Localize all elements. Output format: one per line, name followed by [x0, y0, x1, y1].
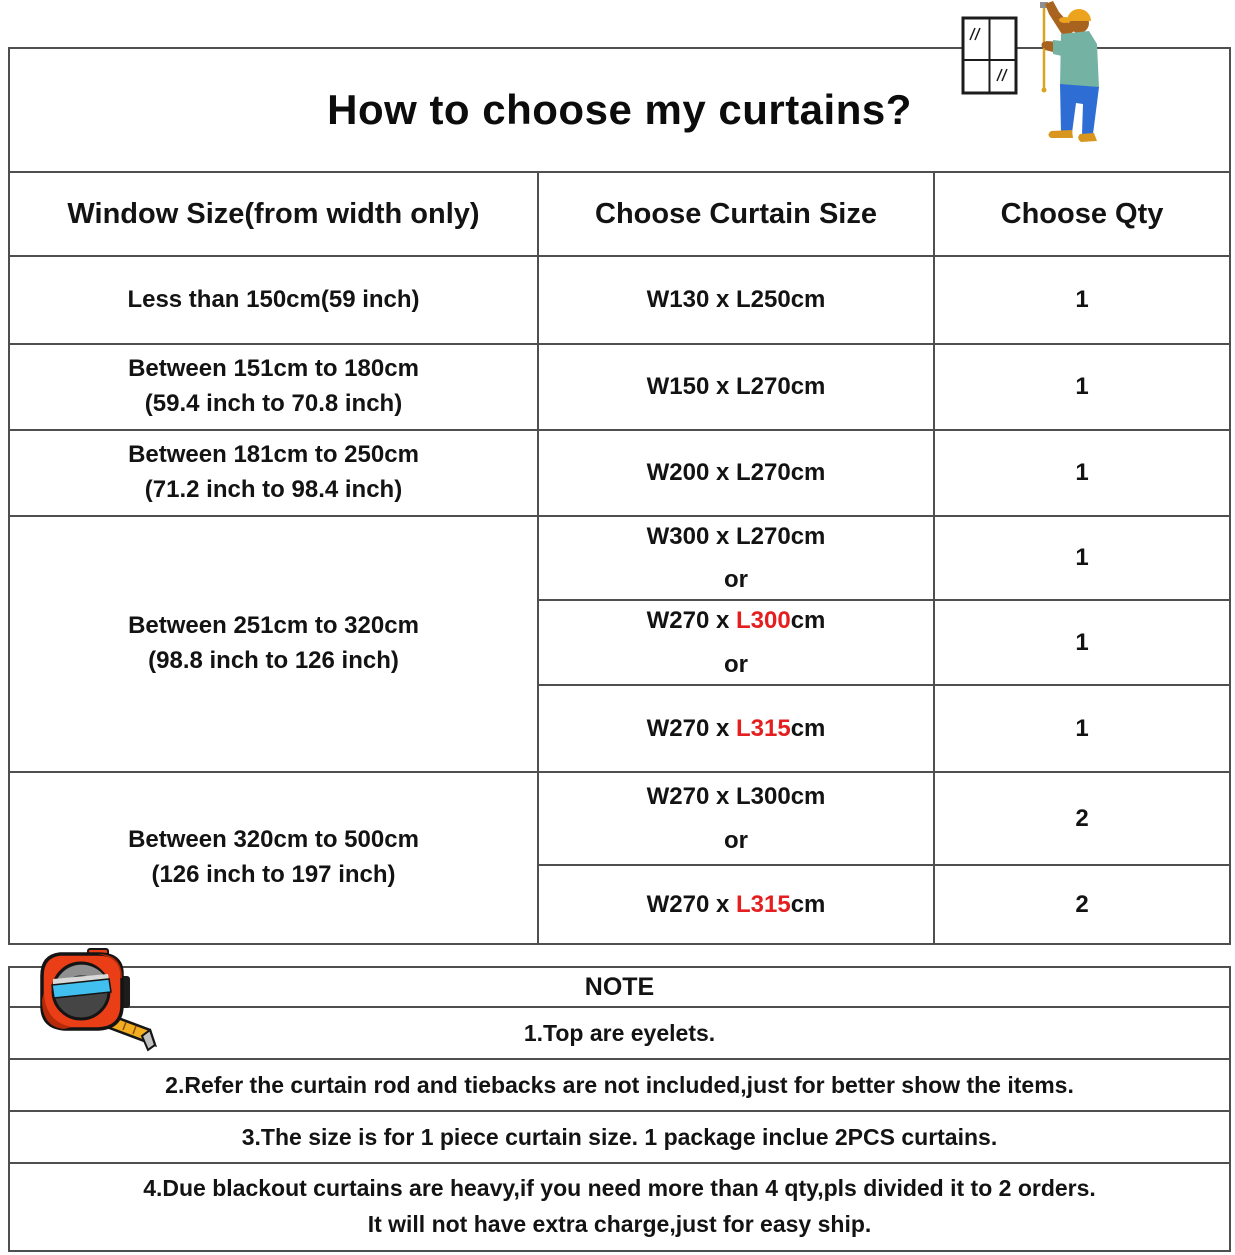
size-table — [8, 47, 1231, 945]
window-size-cell — [9, 256, 538, 344]
note-item — [9, 1163, 1230, 1251]
qty-value: 1 — [1075, 459, 1089, 486]
window-size-cell — [9, 516, 538, 772]
table-row — [9, 430, 1230, 516]
curtain-size-cell — [538, 256, 934, 344]
or-label: or — [724, 826, 748, 854]
qty-cell — [934, 344, 1230, 430]
table-row — [9, 516, 1230, 600]
qty-cell — [934, 685, 1230, 772]
size-suffix: cm — [790, 714, 826, 742]
window-size-inches: (71.2 inch to 98.4 inch) — [144, 476, 403, 503]
curtain-size-cell — [538, 600, 934, 685]
size-text: W130 x L250cm — [646, 286, 826, 314]
size-highlight: L315 — [736, 714, 791, 742]
note-heading: NOTE — [9, 967, 1230, 1007]
size-text: W270 x — [646, 890, 736, 918]
qty-cell — [934, 516, 1230, 600]
note-item — [9, 1059, 1230, 1111]
window-size-inches: (98.8 inch to 126 inch) — [148, 647, 399, 674]
table-row — [9, 256, 1230, 344]
tape-measure-illustration — [36, 948, 166, 1056]
column-header-qty: Choose Qty — [934, 172, 1230, 256]
table-row — [9, 344, 1230, 430]
size-text: W300 x L270cm — [646, 522, 826, 550]
window-size-text: Less than 150cm(59 inch) — [127, 285, 420, 313]
window-size-inches: (126 inch to 197 inch) — [151, 861, 396, 888]
person-icon — [1042, 1, 1100, 142]
window-size-cell — [9, 430, 538, 516]
window-size-text: Between 181cm to 250cm — [128, 441, 419, 469]
note-text: 2.Refer the curtain rod and tiebacks are not included,just for better show the items. — [9, 1059, 1230, 1111]
size-suffix: cm — [790, 890, 826, 918]
curtain-size-cell — [538, 772, 934, 865]
curtain-size-cell — [538, 344, 934, 430]
size-highlight: L300 — [736, 607, 791, 635]
window-size-cell — [9, 772, 538, 944]
qty-value: 1 — [1075, 286, 1089, 313]
tape-measure-icon — [42, 949, 155, 1050]
qty-value: 1 — [1075, 628, 1089, 656]
curtain-size-cell — [538, 865, 934, 944]
qty-cell — [934, 256, 1230, 344]
qty-value: 1 — [1075, 544, 1089, 571]
window-size-text: Between 151cm to 180cm — [128, 355, 419, 383]
window-size-text: Between 251cm to 320cm — [128, 612, 419, 640]
page-title: How to choose my curtains? — [327, 86, 912, 133]
note-text: 1.Top are eyelets. — [9, 1007, 1230, 1059]
qty-value: 2 — [1075, 804, 1089, 832]
window-size-cell — [9, 344, 538, 430]
note-item — [9, 1007, 1230, 1059]
size-text: W270 x L300cm — [646, 783, 826, 811]
note-text: 4.Due blackout curtains are heavy,if you need more than 4 qty,pls divided it to 2 orders. — [143, 1175, 1096, 1202]
qty-value: 1 — [1075, 714, 1089, 742]
or-label: or — [724, 650, 748, 678]
window-size-inches: (59.4 inch to 70.8 inch) — [144, 390, 403, 417]
size-text: W200 x L270cm — [646, 459, 826, 487]
qty-cell — [934, 430, 1230, 516]
table-row — [9, 772, 1230, 865]
window-size-text: Between 320cm to 500cm — [128, 826, 419, 854]
size-suffix: cm — [790, 607, 826, 635]
qty-value: 1 — [1075, 373, 1089, 400]
curtain-size-cell — [538, 516, 934, 600]
size-highlight: L315 — [736, 890, 791, 918]
window-icon — [963, 18, 1016, 93]
qty-cell — [934, 600, 1230, 685]
or-label: or — [724, 566, 748, 593]
note-text: 3.The size is for 1 piece curtain size. 1 package inclue 2PCS curtains. — [9, 1111, 1230, 1163]
note-item — [9, 1111, 1230, 1163]
qty-cell — [934, 772, 1230, 865]
note-text-line2: It will not have extra charge,just for easy ship. — [367, 1211, 872, 1237]
qty-value: 2 — [1075, 890, 1089, 918]
column-header-curtain-size: Choose Curtain Size — [538, 172, 934, 256]
size-text: W150 x L270cm — [646, 373, 826, 401]
curtain-size-cell — [538, 685, 934, 772]
size-text: W270 x — [646, 714, 736, 742]
note-section — [8, 966, 1231, 1252]
curtain-size-cell — [538, 430, 934, 516]
qty-cell — [934, 865, 1230, 944]
person-measuring-window-illustration — [948, 0, 1128, 150]
size-text: W270 x — [646, 607, 736, 635]
column-header-window-size: Window Size(from width only) — [9, 172, 538, 256]
